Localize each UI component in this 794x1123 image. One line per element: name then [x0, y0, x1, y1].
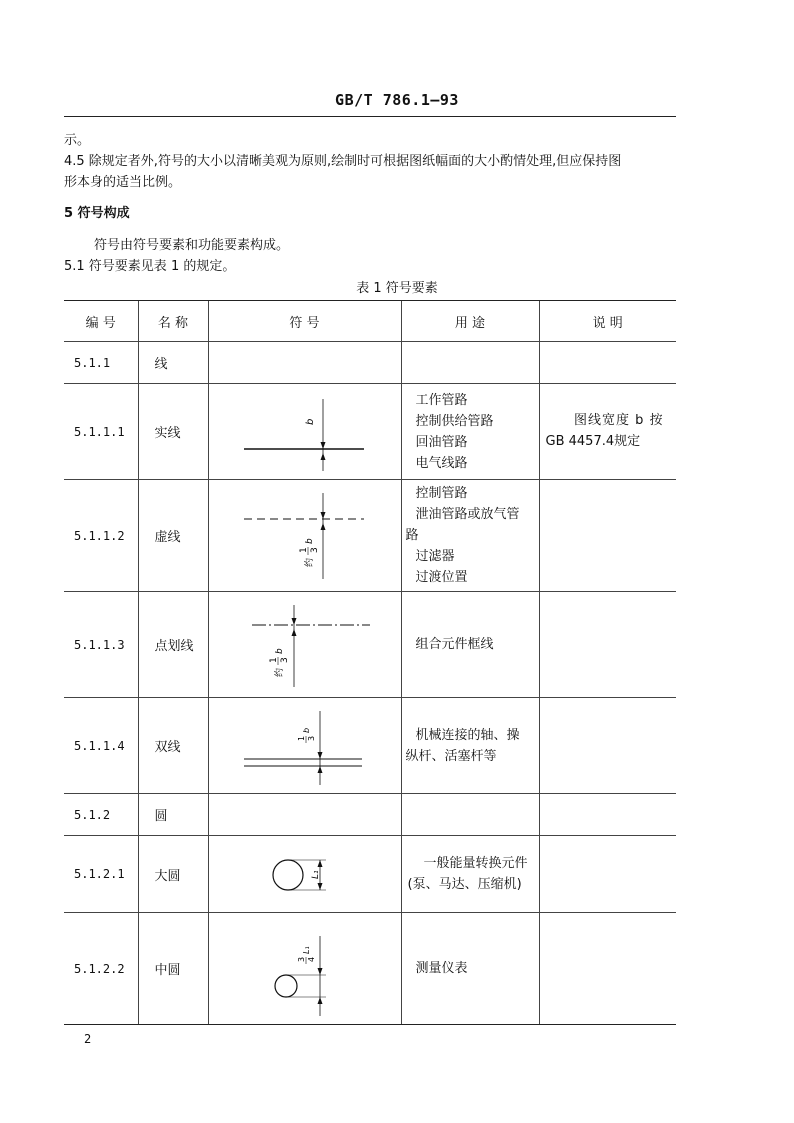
- use-item: 控制供给管路: [415, 413, 494, 429]
- table-caption: 表 1 符号要素: [356, 281, 438, 296]
- use-item: (泵、马达、压缩机): [407, 877, 522, 892]
- row-name: 虚线: [138, 480, 208, 592]
- table-row: [64, 836, 676, 913]
- label-three: 3: [309, 547, 320, 553]
- row-id: 5.1.1.4: [64, 698, 138, 794]
- table-row: [64, 480, 676, 592]
- row-uses: [401, 592, 539, 698]
- table-row: [64, 342, 676, 384]
- table-row: [64, 698, 676, 794]
- use-item: 过渡位置: [415, 570, 468, 585]
- para-5-1: 5.1 符号要素见表 1 的规定。: [64, 259, 236, 274]
- label-L1: L₁: [310, 870, 321, 879]
- label-one: 1: [268, 656, 279, 663]
- symbol-dash-dot-line: [208, 592, 401, 698]
- row-id: 5.1.1.3: [64, 592, 138, 698]
- use-item: 工作管路: [415, 392, 468, 408]
- row-uses: [401, 384, 539, 480]
- use-item: 路: [405, 528, 419, 543]
- row-id: 5.1.2.2: [64, 913, 138, 1025]
- row-id: 5.1.2.1: [64, 836, 138, 913]
- label-three: 3: [306, 735, 316, 741]
- use-item: 过滤器: [415, 549, 455, 564]
- row-id: 5.1.1: [64, 342, 138, 384]
- label-one: 1: [298, 547, 309, 553]
- row-name: 点划线: [138, 592, 208, 698]
- table-row: [64, 913, 676, 1025]
- row-uses: [401, 836, 539, 913]
- use-item: 回油管路: [415, 434, 468, 450]
- header-symbol: 符 号: [208, 301, 401, 342]
- row-id: 5.1.1.1: [64, 384, 138, 480]
- para-4-5: 4.5 除规定者外,符号的大小以清晰美观为原则,绘制时可根据图纸幅面的大小酌情处理,但应保持图: [64, 154, 622, 169]
- table-row: [64, 384, 676, 480]
- row-uses: [401, 913, 539, 1025]
- header-id: 编 号: [64, 301, 138, 342]
- row-name: 双线: [138, 698, 208, 794]
- page-header: GB/T 786.1—93: [335, 91, 459, 109]
- symbol-large-circle: [208, 836, 401, 913]
- page-number: 2: [84, 1032, 92, 1046]
- label-L1: L₁: [301, 946, 311, 954]
- use-item: 控制管路: [415, 486, 468, 501]
- label-three: 3: [296, 956, 306, 962]
- section-5-heading: 5 符号构成: [64, 206, 130, 221]
- row-uses: [401, 480, 539, 592]
- label-b: b: [301, 727, 311, 733]
- row-name: 实线: [138, 384, 208, 480]
- row-name: 中圆: [138, 913, 208, 1025]
- label-approx: 约: [274, 667, 285, 677]
- row-id: 5.1.2: [64, 794, 138, 836]
- table-row: [64, 794, 676, 836]
- use-item: 测量仪表: [415, 961, 468, 976]
- row-name: 大圆: [138, 836, 208, 913]
- row-id: 5.1.1.2: [64, 480, 138, 592]
- header-note: 说 明: [539, 301, 676, 342]
- header-name: 名 称: [138, 301, 208, 342]
- table-row: [64, 592, 676, 698]
- symbol-label-b: b: [304, 418, 316, 425]
- header-use: 用 途: [401, 301, 539, 342]
- header-rule: [64, 116, 676, 117]
- use-item: 电气线路: [415, 455, 468, 471]
- label-b: b: [274, 647, 285, 654]
- row-note: [539, 384, 676, 480]
- symbol-dashed-line: [208, 480, 401, 592]
- symbol-element-table: [64, 300, 676, 1025]
- note-line: GB 4457.4规定: [545, 434, 641, 449]
- label-four: 4: [306, 956, 316, 962]
- use-item: 泄油管路或放气管: [415, 507, 520, 522]
- use-item: 机械连接的轴、操: [415, 727, 520, 743]
- para-4-5-cont: 形本身的适当比例。: [64, 175, 182, 190]
- label-approx: 约: [304, 557, 315, 567]
- para-continued: 示。: [64, 133, 91, 148]
- use-item: 一般能量转换元件: [423, 856, 528, 871]
- use-item: 组合元件框线: [415, 637, 494, 652]
- label-three: 3: [279, 656, 290, 663]
- symbol-medium-circle: [208, 913, 401, 1025]
- use-item: 纵杆、活塞杆等: [405, 748, 497, 764]
- row-uses: [401, 698, 539, 794]
- label-one: 1: [296, 735, 306, 741]
- row-name: 线: [138, 342, 208, 384]
- row-name: 圆: [138, 794, 208, 836]
- table-header-row: [64, 301, 676, 342]
- symbol-double-line: [208, 698, 401, 794]
- para-5: 符号由符号要素和功能要素构成。: [94, 238, 290, 253]
- note-line: 图线宽度 b 按: [573, 413, 664, 428]
- label-b: b: [304, 538, 315, 544]
- symbol-solid-line: [208, 384, 401, 480]
